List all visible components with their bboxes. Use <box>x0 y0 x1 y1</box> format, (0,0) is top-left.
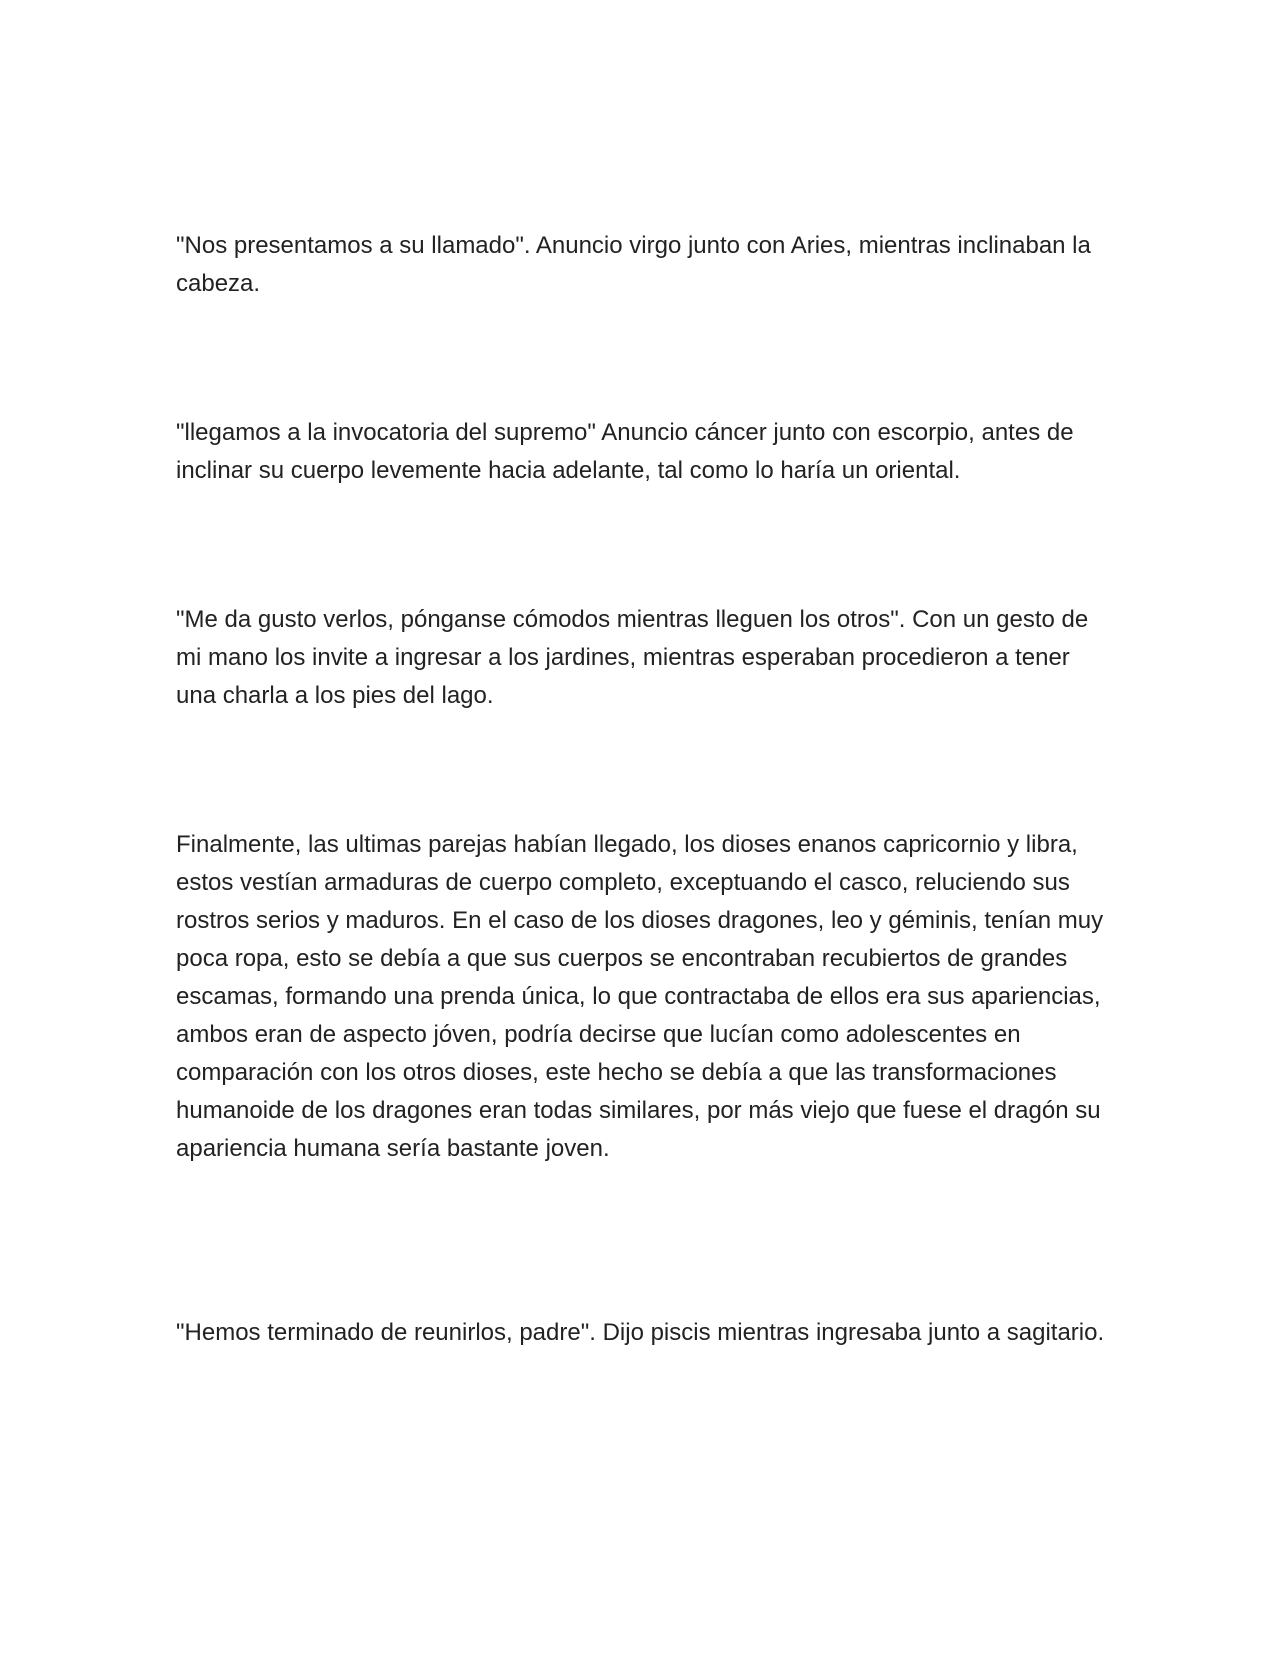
paragraph-1: "Nos presentamos a su llamado". Anuncio virgo junto con Aries, mientras inclinaban la cabeza. <box>176 232 1091 297</box>
paragraph-5: "Hemos terminado de reunirlos, padre". Dijo piscis mientras ingresaba junto a sagitario. <box>176 1319 1105 1346</box>
paragraph-2: "llegamos a la invocatoria del supremo" Anuncio cáncer junto con escorpio, antes de inclinar su cuerpo levemente hacia adelante, tal como lo haría un oriental. <box>176 419 1074 484</box>
paragraph-3: "Me da gusto verlos, pónganse cómodos mientras lleguen los otros". Con un gesto de mi mano los invite a ingresar a los jardines, mientras esperaban procedieron a tener una charla a los pies del lago. <box>176 606 1089 709</box>
paragraph-4: Finalmente, las ultimas parejas habían llegado, los dioses enanos capricornio y libra, estos vestían armaduras de cuerpo completo, exceptuando el casco, reluciendo sus rostros serios y maduros. En el caso de los dioses dragones, leo y géminis, tenían muy poca ropa, esto se debía a que sus cuerpos se encontraban recubiertos de grandes escamas, formando una prenda única, lo que contractaba de ellos era sus apariencias, ambos eran de aspecto jóven, podría decirse que lucían como adolescentes en comparación con los otros dioses, este hecho se debía a que las transformaciones humanoide de los dragones eran todas similares, por más viejo que fuese el dragón su apariencia humana sería bastante joven. <box>176 831 1104 1162</box>
